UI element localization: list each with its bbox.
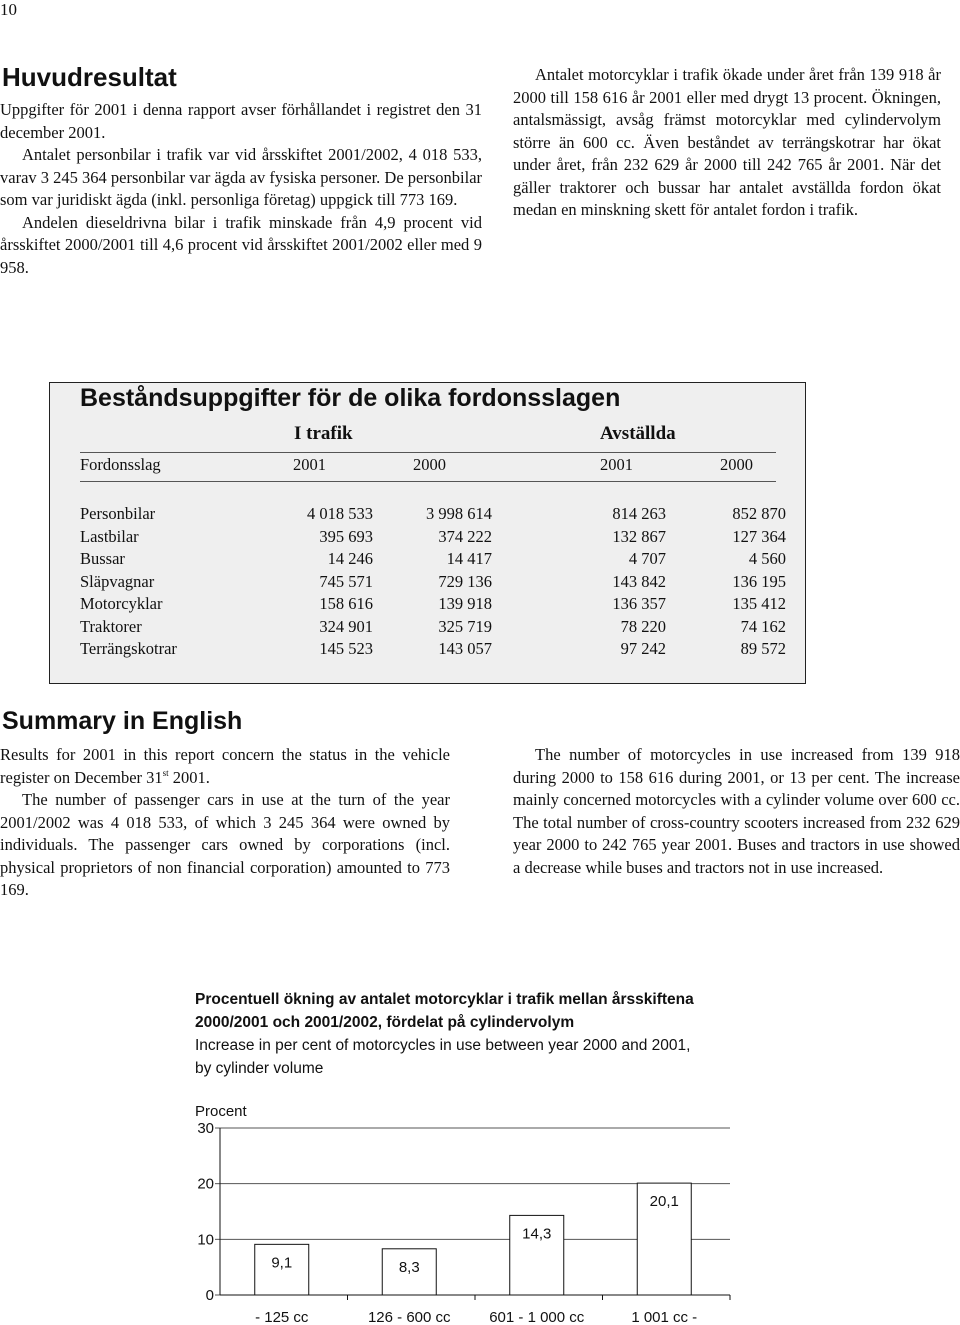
main-heading: Huvudresultat: [2, 62, 177, 92]
y-tick-label: 0: [205, 1287, 214, 1304]
table-cell-deregistered-2001: 4 707: [628, 549, 666, 568]
bar-value-label: 20,1: [649, 1193, 679, 1211]
table-cell-deregistered-2000: 127 364: [732, 526, 786, 546]
english-right-column: [513, 744, 960, 879]
group-header-in-traffic: I trafik: [294, 423, 353, 444]
table-cell-deregistered-2001: 97 242: [620, 639, 666, 658]
table-cell-deregistered-2001: 814 263: [612, 504, 666, 523]
table-cell-vehicle-type: Lastbilar: [80, 526, 139, 546]
table-cell-in-traffic-2001: 145 523: [319, 639, 373, 658]
swedish-paragraph-1: Uppgifter för 2001 i denna rapport avser förhållandet i registret den 31 december 2001.: [0, 100, 482, 142]
english-paragraph-3: The number of motorcycles in use increased from 139 918 during 2000 to 158 616 during 2001, or 13 per cent. The increase mainly concerned motorcycles with a cylinder volume over 600 cc. The total number of cross-country scooters increased from 232 629 year 2000 to 242 765 year 2001. Buses and tractors in use showed a decrease while buses and tractors not in use increased.: [513, 745, 960, 877]
table-cell-deregistered-2000: 89 572: [740, 639, 786, 658]
column-header-rule: [80, 481, 776, 482]
swedish-paragraph-4: Antalet motorcyklar i trafik ökade under året från 139 918 år 2000 till 158 616 år 2001 eller med drygt 13 procent. Ökningen, antalsmässigt, avsåg främst motorcyklar med cylindervolym större än 600 cc. Även beståndet av terrängskotrar har ökat under året, från 232 629 år 2000 till 242 765 år 2001. När det gäller traktorer och bussar har antalet avställda fordon ökat medan en minskning skett för antalet fordon i trafik.: [513, 65, 941, 219]
table-cell-vehicle-type: Personbilar: [80, 504, 156, 523]
y-tick-label: 30: [197, 1120, 214, 1137]
table-cell-deregistered-2001: 136 357: [612, 594, 666, 613]
chart-title-line-2: 2000/2001 och 2001/2002, fördelat på cylindervolym: [195, 1014, 575, 1031]
x-tick-label: 601 - 1 000 cc: [489, 1309, 585, 1325]
table-cell-in-traffic-2001: 158 616: [319, 594, 373, 613]
y-axis-label: Procent: [195, 1103, 247, 1120]
table-cell-in-traffic-2001: 324 901: [319, 616, 373, 636]
x-tick-label: 126 - 600 cc: [367, 1309, 451, 1325]
column-header-vehicle-type: Fordonsslag: [80, 455, 161, 474]
table-cell-in-traffic-2000: 3 998 614: [426, 504, 492, 523]
page-number: 10: [0, 0, 17, 19]
swedish-left-column: [0, 99, 482, 279]
column-header-deregistered-2000: 2000: [720, 455, 753, 474]
table-cell-deregistered-2001: 143 842: [612, 571, 666, 591]
ordinal-suffix: st: [162, 767, 169, 778]
english-heading: Summary in English: [2, 707, 243, 735]
bar-value-label: 8,3: [398, 1258, 420, 1276]
chart-title-line-1: Procentuell ökning av antalet motorcyklar i trafik mellan årsskiftena: [195, 991, 694, 1008]
english-paragraph-1: [0, 744, 450, 789]
table-cell-in-traffic-2000: 139 918: [438, 594, 492, 613]
table-cell-deregistered-2000: 135 412: [732, 594, 786, 613]
x-tick-label: 1 001 cc -: [631, 1309, 698, 1325]
table-cell-deregistered-2001: 132 867: [612, 526, 666, 546]
table-cell-in-traffic-2000: 374 222: [438, 526, 492, 546]
table-cell-vehicle-type: Motorcyklar: [80, 594, 163, 613]
table-cell-in-traffic-2000: 729 136: [438, 571, 492, 591]
table-cell-vehicle-type: Terrängskotrar: [80, 639, 177, 658]
english-left-column: [0, 744, 450, 902]
table-cell-vehicle-type: Släpvagnar: [80, 571, 155, 591]
swedish-paragraph-2: Antalet personbilar i trafik var vid årsskiftet 2001/2002, 4 018 533, varav 3 245 364 personbilar var ägda av fysiska personer. De personbilar som var juridiskt ägda (inkl. personliga företag) uppgick till 773 169.: [0, 145, 483, 209]
chart-subtitle-line-1: Increase in per cent of motorcycles in use between year 2000 and 2001,: [195, 1037, 691, 1054]
chart-heading: [195, 988, 895, 1080]
table-cell-deregistered-2000: 852 870: [732, 504, 786, 523]
bar-value-label: 14,3: [522, 1225, 552, 1243]
y-tick-label: 10: [197, 1231, 214, 1249]
table-cell-in-traffic-2001: 395 693: [319, 526, 373, 546]
table-cell-in-traffic-2001: 745 571: [319, 571, 373, 591]
column-header-in-traffic-2000: 2000: [413, 455, 446, 474]
table-cell-in-traffic-2000: 325 719: [438, 616, 492, 636]
swedish-paragraph-3: Andelen dieseldrivna bilar i trafik minskade från 4,9 procent vid årsskiftet 2000/2001 till 4,6 procent vid årsskiftet 2001/2002 eller med 9 958.: [0, 212, 482, 277]
table-cell-vehicle-type: Traktorer: [80, 616, 142, 636]
table-cell-in-traffic-2000: 143 057: [438, 639, 492, 658]
chart-subtitle-line-2: by cylinder volume: [195, 1060, 324, 1077]
table-cell-in-traffic-2000: 14 417: [446, 549, 492, 568]
english-paragraph-1-text: Results for 2001 in this report concern the status in the vehicle register on December 31: [0, 745, 450, 787]
english-paragraph-1-end: 2001.: [168, 767, 210, 787]
group-header-deregistered: Avställda: [600, 423, 676, 444]
table-cell-vehicle-type: Bussar: [80, 549, 125, 568]
table-cell-deregistered-2000: 4 560: [748, 549, 786, 568]
column-header-in-traffic-2001: 2001: [293, 455, 326, 474]
swedish-right-column: [513, 64, 941, 222]
group-header-rule: [80, 452, 776, 453]
table-cell-in-traffic-2001: 14 246: [327, 549, 373, 568]
english-paragraph-2: The number of passenger cars in use at the turn of the year 2001/2002 was 4 018 533, of which 3 245 364 were owned by individuals. The passenger cars owned by corporations (incl. physical proprietors of non financial corporation) amounted to 773 169.: [0, 790, 450, 899]
table-cell-in-traffic-2001: 4 018 533: [307, 504, 373, 523]
bar-chart: [0, 1095, 960, 1325]
bar-value-label: 9,1: [271, 1254, 293, 1272]
stock-table-title: Beståndsuppgifter för de olika fordonsslagen: [80, 384, 621, 412]
x-tick-label: - 125 cc: [255, 1309, 309, 1325]
table-cell-deregistered-2001: 78 220: [620, 616, 666, 636]
column-header-deregistered-2001: 2001: [600, 455, 633, 474]
table-cell-deregistered-2000: 74 162: [740, 616, 786, 636]
table-cell-deregistered-2000: 136 195: [732, 571, 786, 591]
y-tick-label: 20: [197, 1175, 214, 1193]
